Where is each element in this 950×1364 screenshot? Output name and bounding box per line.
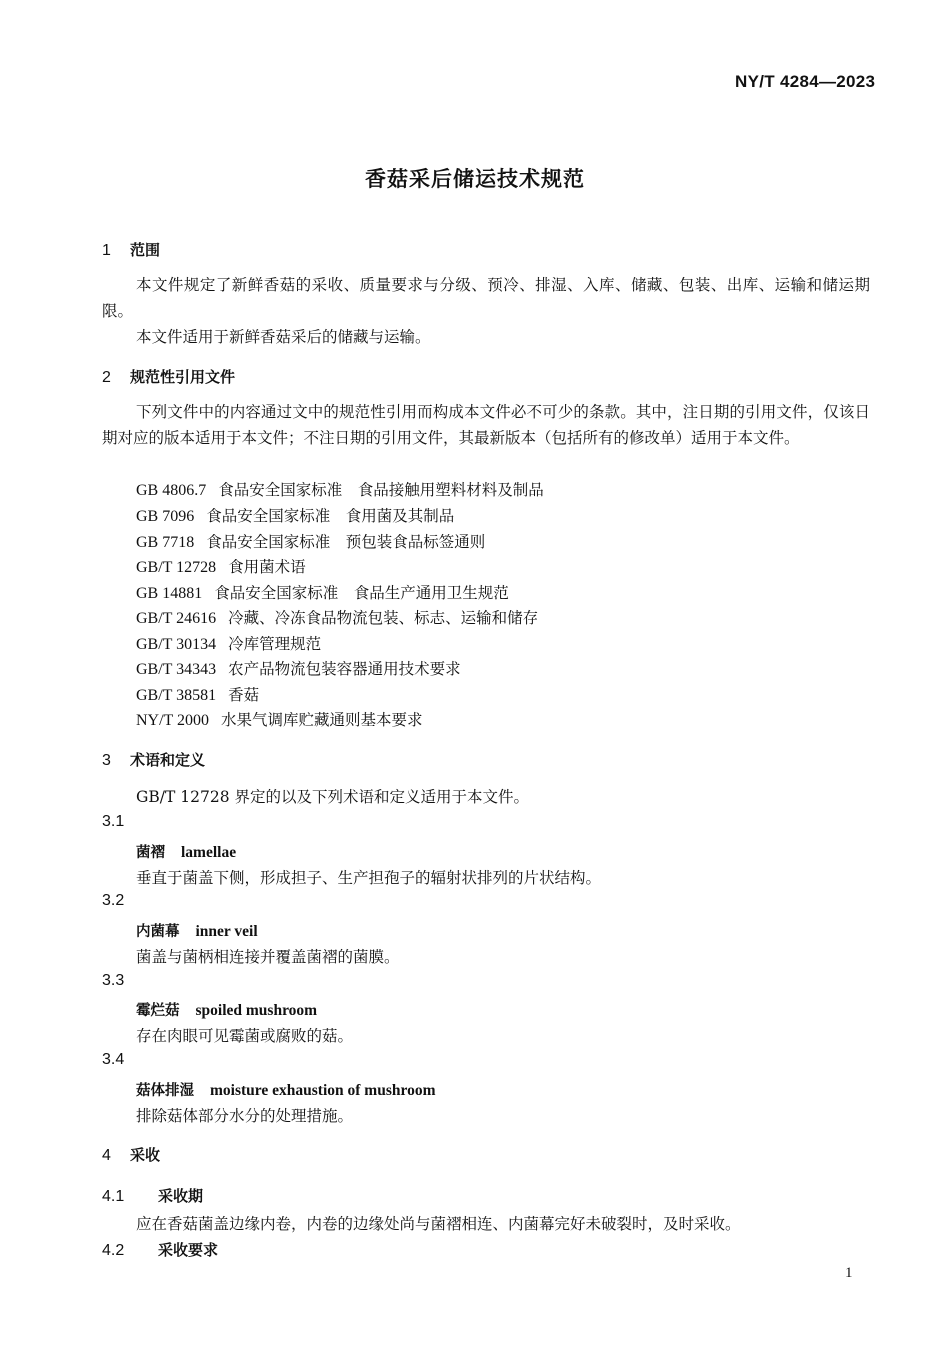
reference-code: GB/T 12728 <box>136 559 217 576</box>
term-en: lamellae <box>181 844 237 861</box>
reference-item <box>136 504 454 526</box>
reference-code: NY/T 2000 <box>136 712 210 729</box>
reference-item <box>136 632 321 654</box>
section-1-paragraph-2: 本文件适用于新鲜香菇采后的储藏与运输。 <box>136 328 431 346</box>
reference-title: 冷藏、冷冻食品物流包装、标志、运输和储存 <box>228 609 539 627</box>
reference-title: 农产品物流包装容器通用技术要求 <box>228 660 461 678</box>
subsection-title: 采收要求 <box>158 1241 219 1259</box>
section-number: 2 <box>102 369 111 386</box>
term-zh: 内菌幕 <box>136 924 180 940</box>
term-zh: 菇体排湿 <box>136 1083 194 1099</box>
reference-code: GB/T 30134 <box>136 636 217 653</box>
section-number: 3 <box>102 752 111 769</box>
term-definition: 垂直于菌盖下侧，形成担子、生产担孢子的辐射状排列的片状结构。 <box>136 869 602 887</box>
term-number: 3.3 <box>102 972 125 989</box>
section-1-paragraph-1: 本文件规定了新鲜香菇的采收、质量要求与分级、预冷、排湿、入库、储藏、包装、出库、运输和储运期限。 <box>102 276 870 320</box>
term-definition: 菌盖与菌柄相连接并覆盖菌褶的菌膜。 <box>136 948 400 966</box>
reference-code: GB/T 34343 <box>136 661 217 678</box>
section-title: 术语和定义 <box>130 751 206 769</box>
standard-number: NY/T 4284—2023 <box>735 72 876 91</box>
reference-code: GB 14881 <box>136 585 203 602</box>
section-title: 采收 <box>130 1146 161 1164</box>
reference-code: GB 4806.7 <box>136 482 207 499</box>
term-en: spoiled mushroom <box>195 1002 318 1019</box>
reference-code: GB/T 38581 <box>136 687 217 704</box>
reference-title: 食品安全国家标准 食品接触用塑料材料及制品 <box>218 481 544 499</box>
term-heading <box>136 920 258 941</box>
section-4-heading <box>102 1144 160 1165</box>
subsection-number: 4.1 <box>102 1188 125 1205</box>
subsection-4-1-text: 应在香菇菌盖边缘内卷，内卷的边缘处尚与菌褶相连、内菌幕完好未破裂时，及时采收。 <box>136 1215 741 1233</box>
reference-code: GB 7718 <box>136 534 195 551</box>
subsection-4-2-heading <box>102 1239 218 1260</box>
term-number: 3.2 <box>102 892 125 909</box>
subsection-number: 4.2 <box>102 1242 125 1259</box>
reference-code: GB 7096 <box>136 508 195 525</box>
section-3-heading <box>102 749 205 770</box>
reference-item <box>136 530 485 552</box>
reference-title: 食品安全国家标准 食品生产通用卫生规范 <box>214 584 509 602</box>
reference-item <box>136 708 423 730</box>
term-number: 3.4 <box>102 1051 125 1068</box>
reference-item <box>136 478 544 500</box>
page-number: 1 <box>845 1265 853 1281</box>
section-2-heading <box>102 366 235 387</box>
term-en: inner veil <box>195 923 258 940</box>
term-zh: 菌褶 <box>136 845 165 861</box>
document-title: 香菇采后储运技术规范 <box>365 167 585 191</box>
section-title: 规范性引用文件 <box>130 368 236 386</box>
term-heading <box>136 841 236 862</box>
reference-item <box>136 606 538 628</box>
term-number: 3.1 <box>102 813 125 830</box>
reference-item <box>136 657 461 679</box>
reference-item <box>136 683 259 705</box>
reference-title: 食品安全国家标准 预包装食品标签通则 <box>206 533 486 551</box>
reference-item <box>136 581 509 603</box>
reference-title: 食用菌术语 <box>228 558 306 576</box>
reference-code: GB/T 24616 <box>136 610 217 627</box>
section-3-paragraph-1: GB/T 12728 界定的以及下列术语和定义适用于本文件。 <box>136 788 529 806</box>
reference-title: 食品安全国家标准 食用菌及其制品 <box>206 507 455 525</box>
section-number: 1 <box>102 242 111 259</box>
reference-item <box>136 555 306 577</box>
term-definition: 存在肉眼可见霉菌或腐败的菇。 <box>136 1027 354 1045</box>
reference-title: 水果气调库贮藏通则基本要求 <box>221 711 423 729</box>
term-zh: 霉烂菇 <box>136 1003 180 1019</box>
section-2-paragraph-1: 下列文件中的内容通过文中的规范性引用而构成本文件必不可少的条款。其中，注日期的引用文件，仅该日期对应的版本适用于本文件；不注日期的引用文件，其最新版本（包括所有的修改单）适用于本文件。 <box>102 403 870 447</box>
subsection-title: 采收期 <box>158 1187 204 1205</box>
section-title: 范围 <box>130 241 161 259</box>
term-heading <box>136 999 317 1020</box>
term-en: moisture exhaustion of mushroom <box>210 1082 436 1099</box>
section-1-heading <box>102 239 160 260</box>
reference-title: 香菇 <box>228 686 260 704</box>
section-number: 4 <box>102 1147 111 1164</box>
subsection-4-1-heading <box>102 1185 203 1206</box>
term-heading <box>136 1079 435 1100</box>
term-definition: 排除菇体部分水分的处理措施。 <box>136 1107 354 1125</box>
reference-title: 冷库管理规范 <box>228 635 322 653</box>
